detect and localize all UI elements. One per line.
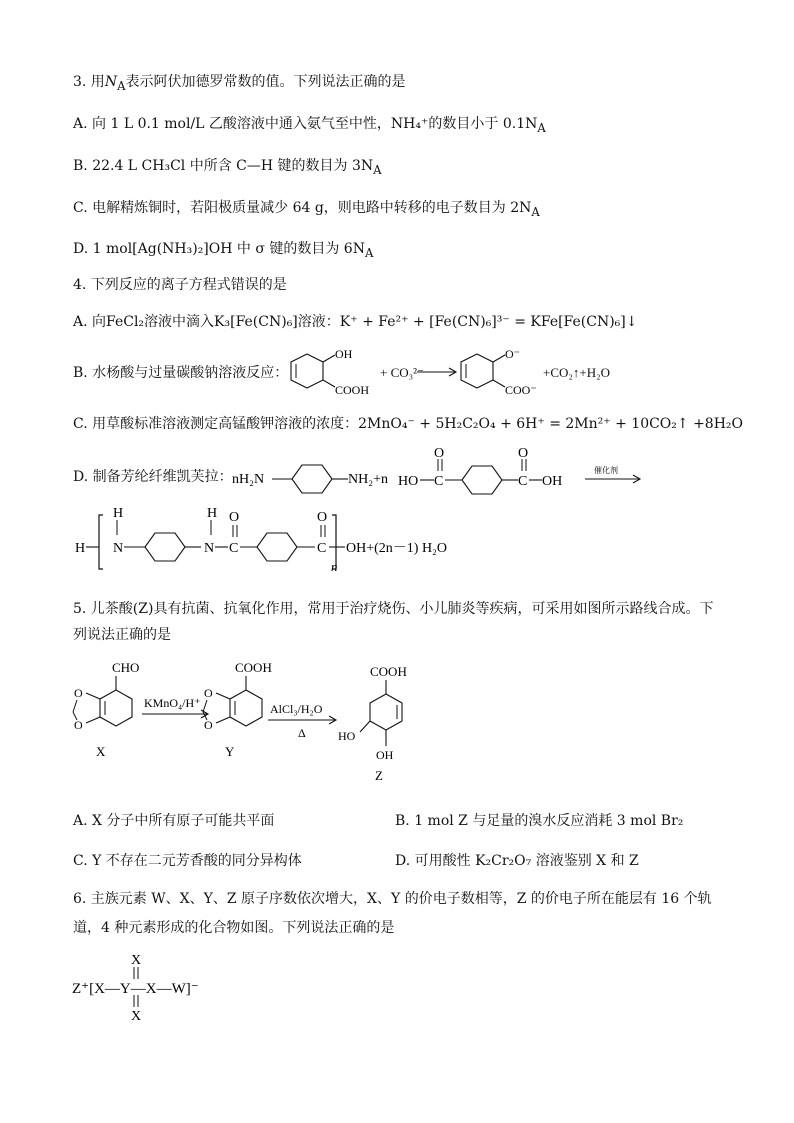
svg-text:AlCl₃/H₂O: AlCl₃/H₂O [270, 702, 323, 716]
q3-option-c: C. 电解精炼铜时，若阳极质量减少 64 g，则电路中转移的电子数目为 $2N_A$ [73, 200, 540, 219]
q5-option-c: C. Y 不存在二元芳香酸的同分异构体 [73, 853, 302, 869]
q4-option-b-label: B. 水杨酸与过量碳酸钠溶液反应： [73, 365, 289, 381]
svg-text:COO⁻: COO⁻ [505, 383, 537, 397]
synthesis-route-diagram [70, 660, 440, 790]
svg-text:H: H [75, 541, 86, 556]
compound-y [203, 660, 272, 759]
q5-option-a: A. X 分子中所有原子可能共平面 [73, 813, 275, 829]
svg-text:COOH: COOH [370, 664, 407, 679]
q4-stem: 4. 下列反应的离子方程式错误的是 [73, 277, 287, 293]
svg-text:HO: HO [398, 474, 419, 489]
q3-option-b: B. 22.4 L CH₃Cl 中所含 C—H 键的数目为 $3N_A$ [73, 158, 382, 177]
svg-text:O: O [518, 446, 529, 461]
q6-compound-structure [70, 950, 270, 1026]
oh-label: OH [335, 347, 353, 361]
svg-text:OH+(2n－1) H₂O: OH+(2n－1) H₂O [346, 541, 448, 556]
svg-text:KMnO₄/H⁺: KMnO₄/H⁺ [144, 696, 201, 710]
svg-text:HO: HO [338, 729, 356, 743]
svg-text:C: C [317, 541, 327, 556]
cooh-label: COOH [335, 383, 370, 397]
compound-x [73, 660, 139, 759]
q5-stem-line1: 5. 儿茶酸(Z)具有抗菌、抗氧化作用，常用于治疗烧伤、小儿肺炎等疾病，可采用如图所示路线合成。下 [73, 601, 714, 617]
svg-text:C: C [229, 541, 239, 556]
svg-text:O: O [229, 510, 240, 525]
svg-text:O: O [434, 446, 445, 461]
svg-text:OH: OH [376, 748, 394, 762]
svg-text:O: O [317, 510, 328, 525]
svg-text:OH: OH [542, 474, 563, 489]
kevlar-monomers [230, 445, 650, 497]
svg-text:Y: Y [225, 744, 235, 759]
svg-text:Z⁺[X—Y—X—W]⁻: Z⁺[X—Y—X—W]⁻ [72, 981, 199, 997]
q4-option-c: C. 用草酸标准溶液测定高锰酸钾溶液的浓度：2MnO₄⁻ + 5H₂C₂O₄ + 6H⁺ = 2Mn²⁺ + 10CO₂↑ +8H₂O [73, 416, 744, 432]
svg-text:催化剂: 催化剂 [594, 466, 618, 475]
q6-stem-line1: 6. 主族元素 W、X、Y、Z 原子序数依次增大，X、Y 的价电子数相等，Z 的价电子所在能层有 16 个轨 [73, 891, 712, 907]
svg-text:CHO: CHO [112, 660, 140, 675]
svg-text:O⁻: O⁻ [505, 347, 520, 361]
svg-text:H: H [207, 506, 218, 521]
carbonate-term: + CO₃²⁻ [380, 365, 424, 380]
svg-text:O: O [204, 718, 213, 732]
svg-text:C: C [434, 474, 444, 489]
salicylic-acid-structure [285, 344, 375, 400]
q4-b-products: +CO₂↑+H₂O [543, 365, 611, 380]
svg-text:X: X [96, 744, 106, 759]
svg-text:nH₂N: nH₂N [232, 472, 265, 487]
kevlar-polymer [73, 505, 493, 573]
q5-option-b: B. 1 mol Z 与足量的溴水反应消耗 3 mol Br₂ [395, 813, 684, 829]
svg-text:O: O [74, 718, 83, 732]
q3-option-a: A. 向 1 L 0.1 mol/L 乙酸溶液中通入氨气至中性，NH₄⁺的数目小于 $0.1N_A$ [73, 116, 546, 135]
svg-text:X: X [131, 1009, 142, 1024]
q3-option-d: D. 1 mol[Ag(NH₃)₂]OH 中 σ 键的数目为 $6N_A$ [73, 241, 374, 260]
q4-option-a: A. 向FeCl₂溶液中滴入K₃[Fe(CN)₆]溶液：K⁺ + Fe²⁺ + [Fe(CN)₆]³⁻ = KFe[Fe(CN)₆]↓ [73, 314, 638, 330]
svg-text:N: N [204, 541, 215, 556]
q3-stem: 3. 用$N_A$表示阿伏加德罗常数的值。下列说法正确的是 [73, 74, 406, 93]
svg-text:N: N [113, 541, 124, 556]
compound-z [338, 664, 407, 783]
svg-text:C: C [518, 474, 528, 489]
svg-text:O: O [204, 686, 213, 700]
q6-stem-line2: 道，4 种元素形成的化合物如图。下列说法正确的是 [73, 920, 395, 936]
svg-text:Δ: Δ [298, 726, 306, 740]
q4-option-d-label: D. 制备芳纶纤维凯芙拉： [73, 469, 233, 485]
reaction-arrow-b [415, 365, 459, 379]
svg-text:H: H [113, 506, 124, 521]
svg-text:O: O [74, 686, 83, 700]
svg-text:Z: Z [375, 768, 383, 783]
svg-text:COOH: COOH [235, 660, 272, 675]
q5-option-d: D. 可用酸性 K₂Cr₂O₇ 溶液鉴别 X 和 Z [395, 853, 639, 869]
q5-stem-line2: 列说法正确的是 [73, 627, 171, 643]
svg-text:n: n [331, 559, 338, 573]
svg-text:X: X [131, 953, 142, 968]
salicylate-structure [455, 344, 545, 400]
svg-text:NH₂+n: NH₂+n [348, 472, 388, 487]
